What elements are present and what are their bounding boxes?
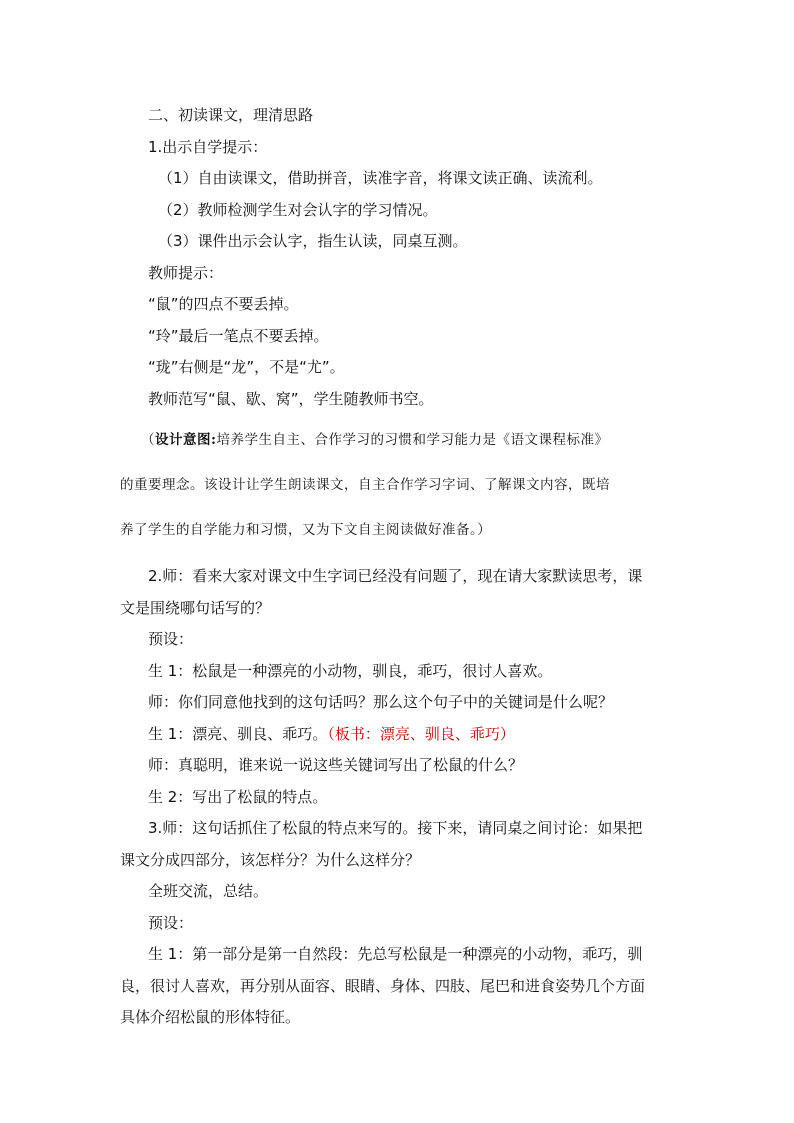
teacher-tip-label: 教师提示： — [148, 263, 224, 282]
design-intent-text-1: 培养学生自主、合作学习的习惯和学习能力是《语文课程标准》 — [216, 432, 609, 448]
design-intent-label: 设计意图: — [155, 432, 217, 448]
step2-student-1b-text: 生 1：漂亮、驯良、乖巧。 — [148, 724, 328, 743]
board-note: （板书：漂亮、驯良、乖巧） — [327, 724, 515, 743]
design-intent-line-1 — [120, 418, 680, 463]
step3-line-1: 3.师：这句话抓住了松鼠的特点来写的。接下来，请同桌之间讨论：如果把 — [148, 819, 643, 837]
step1-item-3: （3）课件出示会认字，指生认读，同桌互测。 — [158, 232, 468, 250]
teacher-tip-2: “玲”最后一笔点不要丢掉。 — [148, 326, 329, 345]
step2-student-1b — [120, 719, 680, 751]
step2-student-2: 生 2：写出了松鼠的特点。 — [148, 787, 328, 806]
step3-student-1-line-1: 生 1：第一部分是第一自然段：先总写松鼠是一种漂亮的小动物，乖巧，驯 — [148, 945, 643, 963]
step3-student-1-line-2: 良，很讨人喜欢，再分别从面容、眼睛、身体、四肢、尾巴和进食姿势几个方面 — [120, 976, 646, 995]
design-intent-line-2: 的重要理念。该设计让学生朗读课文，自主合作学习字词、了解课文内容，既培 — [120, 477, 610, 493]
step1-title: 1.出示自学提示： — [148, 137, 268, 156]
step3-student-1-line-3: 具体介绍松鼠的形体特征。 — [120, 1008, 301, 1026]
step3-line-2: 课文分成四部分，该怎样分？为什么这样分？ — [120, 850, 421, 869]
step2-line-2: 文是围绕哪句话写的？ — [120, 598, 271, 617]
step2-teacher-2: 师：真聪明，谁来说一说这些关键词写出了松鼠的什么？ — [148, 756, 524, 774]
step2-student-1: 生 1：松鼠是一种漂亮的小动物，驯良，乖巧，很讨人喜欢。 — [148, 661, 553, 680]
teacher-tip-4: 教师范写“鼠、歇、窝”，学生随教师书空。 — [148, 389, 434, 408]
section-heading: 二、初读课文，理清思路 — [148, 106, 314, 124]
teacher-tip-1: “鼠”的四点不要丢掉。 — [148, 295, 299, 313]
step3-summary: 全班交流，总结。 — [148, 882, 269, 900]
step1-item-2: （2）教师检测学生对会认字的学习情况。 — [158, 200, 438, 219]
step2-teacher-1: 师：你们同意他找到的这句话吗？那么这个句子中的关键词是什么呢？ — [148, 693, 614, 711]
step2-line-1: 2.师：看来大家对课文中生字词已经没有问题了，现在请大家默读思考，课 — [148, 567, 643, 585]
document-body — [120, 100, 680, 1034]
step3-preset: 预设： — [148, 913, 194, 932]
design-intent-open-paren: （ — [141, 432, 155, 448]
step1-item-1: （1）自由读课文，借助拼音，读准字音，将课文读正确、读流利。 — [158, 169, 603, 187]
design-intent-line-3: 养了学生的自学能力和习惯，又为下文自主阅读做好准备。） — [120, 522, 492, 538]
design-intent — [120, 418, 680, 553]
step2-preset: 预设： — [148, 630, 194, 648]
teacher-tip-3: “珑”右侧是“龙”，不是“尤”。 — [148, 358, 345, 376]
